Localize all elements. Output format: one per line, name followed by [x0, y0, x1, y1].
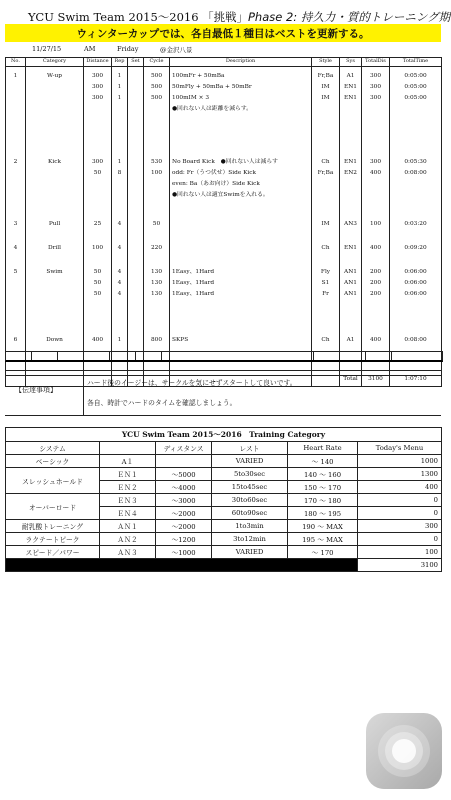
category-distance: 〜2000: [156, 520, 212, 533]
line-distance: 300: [91, 73, 104, 79]
line-style: Fr,Ba: [317, 170, 334, 176]
line-sys: AN3: [344, 221, 357, 227]
cell-cycle: [144, 153, 170, 215]
category-code: ＥＮ１: [100, 468, 156, 481]
notes-divider: [83, 371, 84, 415]
line-style: Ch: [321, 337, 330, 343]
weekday: Friday: [117, 45, 139, 53]
cell-sys: [340, 239, 362, 263]
cell-set: [128, 215, 144, 239]
line-distance: 300: [91, 84, 104, 90]
category-code: ＡＮ１: [100, 520, 156, 533]
cell-sys: [340, 67, 362, 154]
workout-group-row: [6, 153, 442, 215]
row-category: Swim: [26, 263, 84, 331]
total-distance: 3100: [362, 376, 390, 387]
line-totaldis: 300: [369, 84, 382, 90]
line-distance: 50: [93, 170, 102, 176]
category-hr: 195 〜 MAX: [288, 533, 358, 546]
line-totaldis: 400: [369, 170, 382, 176]
line-distance: 400: [91, 337, 104, 343]
category-distance: 〜2000: [156, 507, 212, 520]
cell-totaltime: [390, 239, 442, 263]
cell-desc: [170, 239, 312, 263]
line-sys: A1: [346, 73, 355, 79]
line-rep: 1: [117, 73, 122, 79]
training-category-table: [5, 427, 442, 572]
line-cycle: 220: [150, 245, 163, 251]
category-rest: 15to45sec: [212, 481, 288, 494]
row-number: 2: [6, 153, 26, 215]
category-menu: 1000: [358, 455, 442, 468]
column-header: TotalTime: [390, 58, 442, 67]
cell-set: [128, 239, 144, 263]
line-sys: AN1: [344, 269, 357, 275]
category-rest: VARIED: [212, 455, 288, 468]
category-total-bar: [6, 559, 358, 572]
line-desc: even: Ba（あお向け）Side Kick: [172, 181, 260, 187]
line-rep: 1: [117, 159, 122, 165]
cell-sys: [340, 263, 362, 331]
line-style: IM: [321, 221, 330, 227]
line-desc: 1Easy、1Hard: [172, 269, 215, 275]
workout-group-row: [6, 263, 442, 331]
line-cycle: 100: [150, 170, 163, 176]
category-hr: 180 〜 195: [288, 507, 358, 520]
category-code: ＥＮ２: [100, 481, 156, 494]
row-number: 1: [6, 67, 26, 154]
notes-line-1: ハード後のイージーは、サークルを気にせずスタートして良いです。: [87, 379, 297, 387]
line-style: Fr: [322, 291, 329, 297]
cell-style: [312, 263, 340, 331]
category-system: 耐乳酸トレーニング: [6, 520, 100, 533]
cell-rep: [112, 239, 128, 263]
line-distance: 50: [93, 280, 102, 286]
category-rest: 60to90sec: [212, 507, 288, 520]
date: 11/27/15: [32, 45, 62, 53]
line-totaltime: 0:08:00: [404, 337, 427, 343]
line-totaltime: 0:05:00: [404, 73, 427, 79]
line-rep: 1: [117, 84, 122, 90]
category-distance: 〜3000: [156, 494, 212, 507]
notes-label: 【伝達事項】: [15, 386, 57, 394]
category-system: ベーシック: [6, 455, 100, 468]
line-sys: AN1: [344, 291, 357, 297]
cell-totaldis: [362, 67, 390, 154]
phase-title: Phase 2: 持久力・質的トレーニング期: [248, 10, 451, 24]
cell-totaltime: [390, 263, 442, 331]
column-header: No.: [6, 58, 26, 67]
cell-sys: [340, 153, 362, 215]
row-category: Pull: [26, 215, 84, 239]
line-totaltime: 0:06:00: [404, 291, 427, 297]
line-style: Ch: [321, 159, 330, 165]
workout-group-row: [6, 215, 442, 239]
category-distance: 〜1200: [156, 533, 212, 546]
assistive-touch-button[interactable]: [366, 713, 442, 789]
line-distance: 25: [93, 221, 102, 227]
row-category: Drill: [26, 239, 84, 263]
cell-sys: [340, 215, 362, 239]
cell-totaltime: [390, 67, 442, 154]
line-distance: 100: [91, 245, 104, 251]
cell-totaldis: [362, 263, 390, 331]
line-totaltime: 0:08:00: [404, 170, 427, 176]
cell-set: [128, 263, 144, 331]
cell-rep: [112, 215, 128, 239]
category-code: ＥＮ３: [100, 494, 156, 507]
category-rest: 30to60sec: [212, 494, 288, 507]
document-title: YCU Swim Team 2015〜2016 「挑戦」: [28, 10, 249, 24]
cell-totaltime: [390, 215, 442, 239]
category-hr: 150 〜 170: [288, 481, 358, 494]
line-rep: 4: [117, 280, 122, 286]
workout-group-row: [6, 239, 442, 263]
line-totaldis: 100: [369, 221, 382, 227]
line-style: IM: [321, 84, 330, 90]
line-desc: SKPS: [172, 337, 189, 343]
category-menu: 400: [358, 481, 442, 494]
line-totaltime: 0:05:00: [404, 84, 427, 90]
category-system: ラクテートピーク: [6, 533, 100, 546]
workout-header-row: [6, 58, 442, 67]
line-cycle: 50: [152, 221, 161, 227]
line-sys: EN1: [344, 95, 357, 101]
category-hr: 190 〜 MAX: [288, 520, 358, 533]
category-header: Heart Rate: [288, 442, 358, 455]
cell-set: [128, 153, 144, 215]
line-sys: A1: [346, 337, 355, 343]
category-rest: VARIED: [212, 546, 288, 559]
cell-style: [312, 153, 340, 215]
cell-set: [128, 67, 144, 154]
line-cycle: 500: [150, 84, 163, 90]
line-cycle: 130: [150, 269, 163, 275]
cell-style: [312, 67, 340, 154]
category-row: [6, 533, 442, 546]
line-cycle: 800: [150, 337, 163, 343]
category-header: Today's Menu: [358, 442, 442, 455]
line-style: Fr,Ba: [317, 73, 334, 79]
cell-rep: [112, 263, 128, 331]
category-header: レスト: [212, 442, 288, 455]
line-totaldis: 200: [369, 280, 382, 286]
cell-style: [312, 239, 340, 263]
category-distance: [156, 455, 212, 468]
line-desc: 100mFr + 50mBa: [172, 73, 225, 79]
workout-table: [5, 57, 442, 387]
line-desc: odd: Fr（うつ伏せ）Side Kick: [172, 170, 257, 176]
line-desc: ●回れない人は距離を減らす。: [172, 106, 252, 112]
cell-desc: [170, 67, 312, 154]
line-cycle: 130: [150, 280, 163, 286]
cell-cycle: [144, 239, 170, 263]
category-row: [6, 455, 442, 468]
cell-desc: [170, 263, 312, 331]
line-desc: 50mFly + 50mBa + 50mBr: [172, 84, 252, 90]
line-distance: 50: [93, 269, 102, 275]
line-distance: 300: [91, 159, 104, 165]
category-menu: 0: [358, 494, 442, 507]
line-sys: EN1: [344, 245, 357, 251]
line-cycle: 530: [150, 159, 163, 165]
category-hr: 〜 170: [288, 546, 358, 559]
line-style: Fly: [320, 269, 331, 275]
goal-banner: ウィンターカップでは、各自最低１種目はベストを更新する。: [5, 24, 441, 42]
line-rep: 1: [117, 337, 122, 343]
line-rep: 8: [117, 170, 122, 176]
notes-line-2: 各自、時計でハードのタイムを確認しましょう。: [87, 399, 237, 407]
category-rest: 3to12min: [212, 533, 288, 546]
line-rep: 1: [117, 95, 122, 101]
venue: @金沢八景: [160, 46, 193, 54]
line-totaldis: 300: [369, 73, 382, 79]
cell-totaltime: [390, 153, 442, 215]
cell-totaldis: [362, 215, 390, 239]
category-total-row: [6, 559, 442, 572]
line-totaldis: 200: [369, 291, 382, 297]
line-desc: 1Easy、1Hard: [172, 280, 215, 286]
category-rest: 5to30sec: [212, 468, 288, 481]
category-system: スレッシュホールド: [6, 468, 100, 494]
category-header: システム: [6, 442, 100, 455]
line-desc: ●回れない人は適宜Swimを入れる。: [172, 192, 269, 198]
line-sys: EN2: [344, 170, 357, 176]
workout-group-row: [6, 67, 442, 154]
column-header: Sys: [340, 58, 362, 67]
category-system: オーバーロード: [6, 494, 100, 520]
line-totaldis: 300: [369, 95, 382, 101]
line-rep: 4: [117, 221, 122, 227]
line-desc: No Board Kick ●回れない人は減らす: [172, 159, 278, 165]
category-code: ＥＮ４: [100, 507, 156, 520]
category-total: 3100: [358, 559, 442, 572]
line-style: Ch: [321, 245, 330, 251]
category-code: ＡＮ３: [100, 546, 156, 559]
cell-style: [312, 215, 340, 239]
category-row: [6, 494, 442, 507]
line-sys: AN1: [344, 280, 357, 286]
category-hr: 140 〜 160: [288, 468, 358, 481]
category-header: [100, 442, 156, 455]
line-sys: EN1: [344, 159, 357, 165]
category-row: [6, 546, 442, 559]
line-rep: 4: [117, 291, 122, 297]
row-number: 5: [6, 263, 26, 331]
cell-cycle: [144, 215, 170, 239]
line-totaldis: 400: [369, 245, 382, 251]
category-menu: 100: [358, 546, 442, 559]
line-style: IM: [321, 95, 330, 101]
notes-box: [5, 370, 441, 416]
line-style: S1: [321, 280, 330, 286]
line-totaltime: 0:03:20: [404, 221, 427, 227]
cell-desc: [170, 153, 312, 215]
row-number: 6: [6, 331, 26, 376]
category-menu: 300: [358, 520, 442, 533]
line-totaltime: 0:09:20: [404, 245, 427, 251]
cell-distance: [84, 67, 112, 154]
category-header: ディスタンス: [156, 442, 212, 455]
cell-cycle: [144, 67, 170, 154]
separator-strip: [5, 351, 443, 362]
column-header: TotalDis: [362, 58, 390, 67]
line-distance: 300: [91, 95, 104, 101]
category-hr: 170 〜 180: [288, 494, 358, 507]
column-header: Cycle: [144, 58, 170, 67]
line-totaltime: 0:05:00: [404, 95, 427, 101]
total-time: 1:07:10: [390, 376, 442, 387]
cell-distance: [84, 215, 112, 239]
line-desc: 1Easy、1Hard: [172, 291, 215, 297]
line-rep: 4: [117, 269, 122, 275]
row-category: W-up: [26, 67, 84, 154]
category-code: A１: [100, 455, 156, 468]
line-desc: 100mIM × 3: [172, 95, 210, 101]
session-time: AM: [84, 45, 96, 53]
line-totaltime: 0:06:00: [404, 269, 427, 275]
category-menu: 0: [358, 507, 442, 520]
row-category: Kick: [26, 153, 84, 215]
category-distance: 〜1000: [156, 546, 212, 559]
column-header: Description: [170, 58, 312, 67]
line-totaldis: 400: [369, 337, 382, 343]
line-totaldis: 300: [369, 159, 382, 165]
category-menu: 1300: [358, 468, 442, 481]
line-cycle: 500: [150, 95, 163, 101]
column-header: Set: [128, 58, 144, 67]
line-rep: 4: [117, 245, 122, 251]
category-header-row: [6, 442, 442, 455]
cell-rep: [112, 67, 128, 154]
category-distance: 〜5000: [156, 468, 212, 481]
line-totaltime: 0:05:30: [404, 159, 427, 165]
row-number: 3: [6, 215, 26, 239]
line-cycle: 500: [150, 73, 163, 79]
total-label: Total: [340, 376, 362, 387]
category-hr: 〜 140: [288, 455, 358, 468]
line-sys: EN1: [344, 84, 357, 90]
category-code: ＡＮ２: [100, 533, 156, 546]
line-distance: 50: [93, 291, 102, 297]
category-distance: 〜4000: [156, 481, 212, 494]
cell-totaldis: [362, 239, 390, 263]
cell-distance: [84, 263, 112, 331]
row-number: 4: [6, 239, 26, 263]
category-system: スピード／パワー: [6, 546, 100, 559]
cell-cycle: [144, 263, 170, 331]
line-totaltime: 0:06:00: [404, 280, 427, 286]
cell-totaldis: [362, 153, 390, 215]
column-header: Category: [26, 58, 84, 67]
category-row: [6, 520, 442, 533]
row-category: Down: [26, 331, 84, 376]
column-header: Style: [312, 58, 340, 67]
category-menu: 0: [358, 533, 442, 546]
line-totaldis: 200: [369, 269, 382, 275]
column-header: Distance: [84, 58, 112, 67]
category-rest: 1to3min: [212, 520, 288, 533]
line-cycle: 130: [150, 291, 163, 297]
cell-distance: [84, 153, 112, 215]
category-table-title: YCU Swim Team 2015〜2016 Training Category: [6, 428, 442, 442]
cell-rep: [112, 153, 128, 215]
column-header: Rep: [112, 58, 128, 67]
category-row: [6, 468, 442, 481]
cell-desc: [170, 215, 312, 239]
cell-distance: [84, 239, 112, 263]
